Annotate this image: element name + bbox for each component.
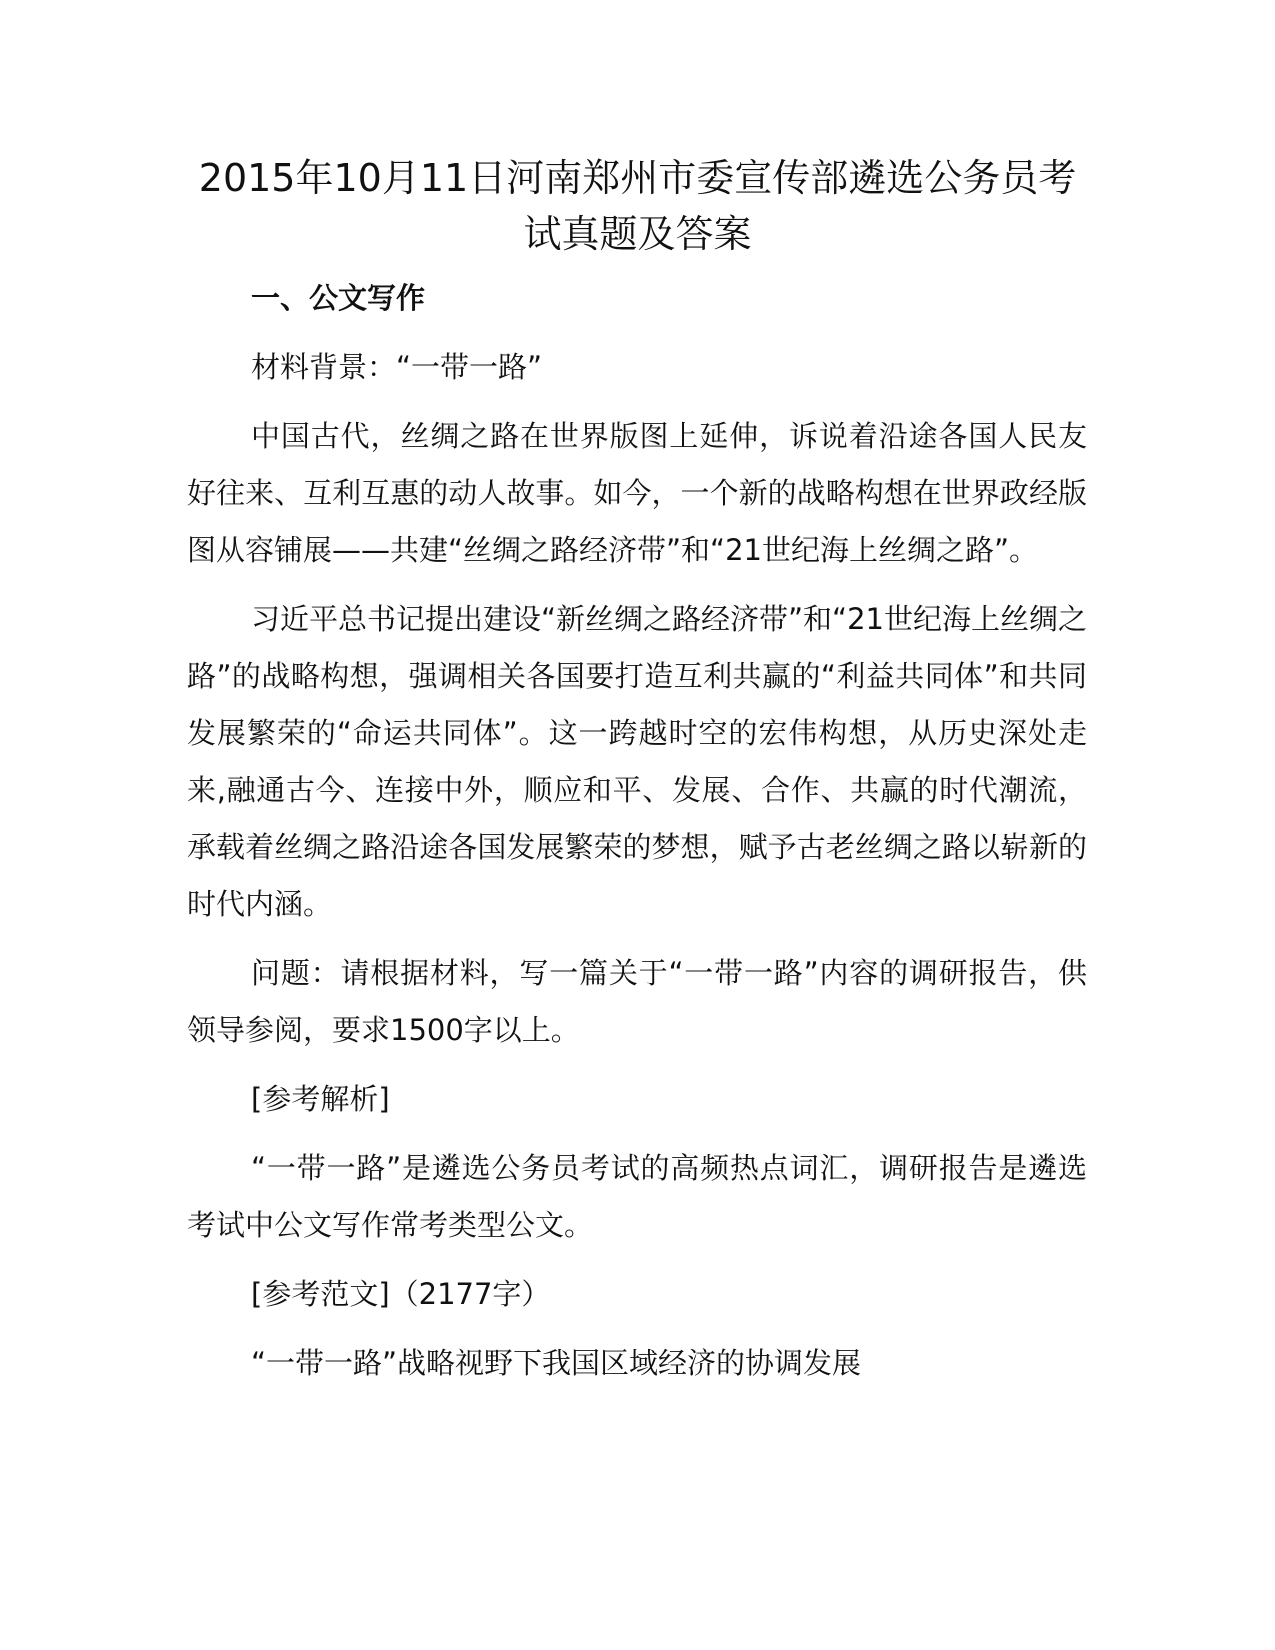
material-label: 材料背景：“一带一路” xyxy=(251,350,543,384)
document-body xyxy=(187,270,1087,1392)
analysis-paragraph: “一带一路”是遴选公务员考试的高频热点词汇，调研报告是遴选考试中公文写作常考类型公文。 xyxy=(187,1151,1087,1242)
question-paragraph: 问题：请根据材料，写一篇关于“一带一路”内容的调研报告，供领导参阅，要求1500字以上。 xyxy=(187,956,1087,1047)
analysis-label: [参考解析] xyxy=(251,1082,390,1116)
sample-title: “一带一路”战略视野下我国区域经济的协调发展 xyxy=(251,1346,862,1380)
sample-label: [参考范文]（2177字） xyxy=(251,1277,551,1311)
section-heading: 一、公文写作 xyxy=(251,281,426,315)
material-paragraph-2: 习近平总书记提出建设“新丝绸之路经济带”和“21世纪海上丝绸之路”的战略构想，强调相关各国要打造互利共赢的“利益共同体”和共同发展繁荣的“命运共同体”。这一跨越时空的宏伟构想，从历史深处走来,融通古今、连接中外，顺应和平、发展、合作、共赢的时代潮流，承载着丝绸之路沿途各国发展繁荣的梦想，赋予古老丝绸之路以崭新的时代内涵。 xyxy=(187,602,1087,921)
document-title: 2015年10月11日河南郑州市委宣传部遴选公务员考试真题及答案 xyxy=(198,156,1077,256)
material-paragraph-1: 中国古代，丝绸之路在世界版图上延伸，诉说着沿途各国人民友好往来、互利互惠的动人故事。如今，一个新的战略构想在世界政经版图从容铺展——共建“丝绸之路经济带”和“21世纪海上丝绸之路”。 xyxy=(187,419,1087,567)
